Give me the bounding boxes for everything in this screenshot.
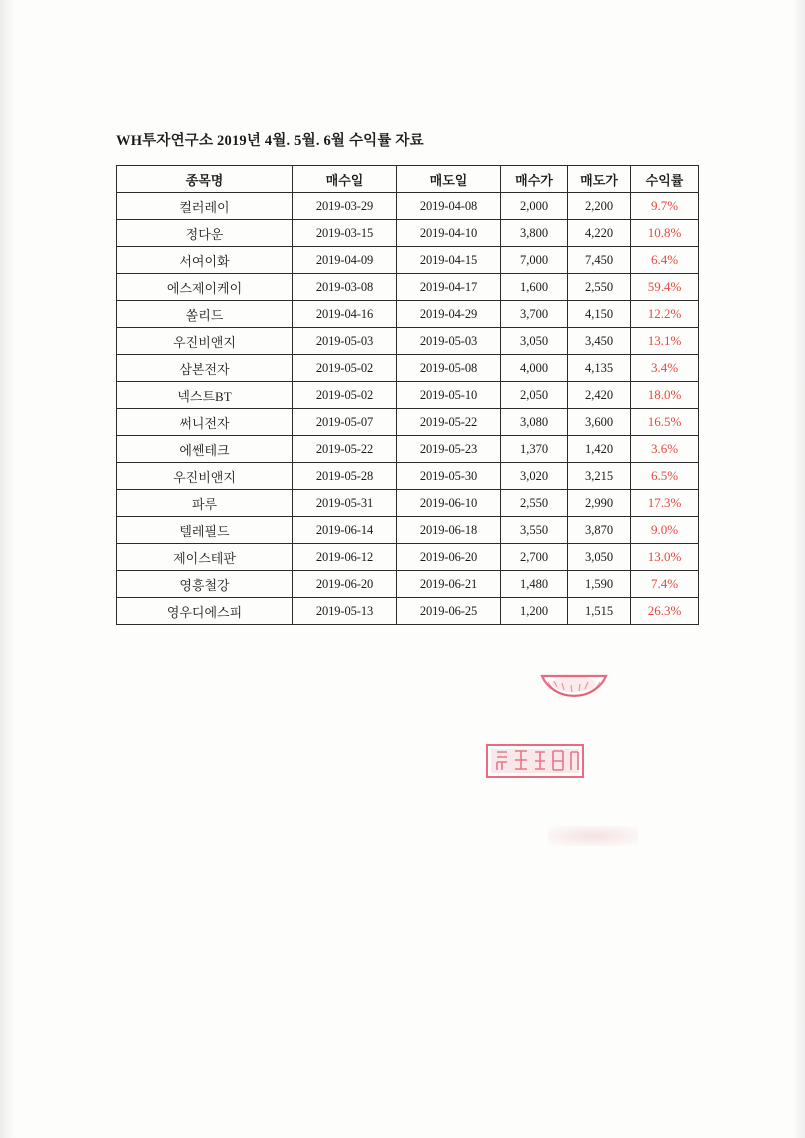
cell-profit-rate: 13.1%: [631, 328, 699, 355]
table-row: [117, 220, 699, 247]
column-header-name: 종목명: [117, 166, 293, 193]
cell-profit-rate: 13.0%: [631, 544, 699, 571]
cell-name: 컬러레이: [117, 193, 293, 220]
cell-sell-date: 2019-04-29: [397, 301, 501, 328]
table-row: [117, 544, 699, 571]
cell-name: 영흥철강: [117, 571, 293, 598]
cell-name: 텔레필드: [117, 517, 293, 544]
cell-buy-date: 2019-05-28: [293, 463, 397, 490]
profit-rate-table: [116, 165, 699, 625]
cell-sell-date: 2019-05-23: [397, 436, 501, 463]
cell-sell-price: 3,450: [568, 328, 631, 355]
cell-buy-date: 2019-06-12: [293, 544, 397, 571]
cell-name: 써니전자: [117, 409, 293, 436]
cell-profit-rate: 12.2%: [631, 301, 699, 328]
cell-name: 넥스트BT: [117, 382, 293, 409]
cell-profit-rate: 18.0%: [631, 382, 699, 409]
cell-buy-date: 2019-05-13: [293, 598, 397, 625]
cell-sell-date: 2019-05-03: [397, 328, 501, 355]
cell-name: 우진비앤지: [117, 328, 293, 355]
table-body: [117, 193, 699, 625]
cell-buy-price: 3,020: [501, 463, 568, 490]
cell-buy-date: 2019-05-02: [293, 382, 397, 409]
cell-sell-price: 2,200: [568, 193, 631, 220]
cell-name: 파루: [117, 490, 293, 517]
cell-sell-price: 7,450: [568, 247, 631, 274]
table-row: [117, 193, 699, 220]
cell-sell-price: 4,220: [568, 220, 631, 247]
cell-sell-price: 3,215: [568, 463, 631, 490]
column-header-buy-price: 매수가: [501, 166, 568, 193]
cell-profit-rate: 59.4%: [631, 274, 699, 301]
table-row: [117, 382, 699, 409]
cell-profit-rate: 17.3%: [631, 490, 699, 517]
red-seal-arc-icon: [540, 672, 608, 712]
column-header-sell-date: 매도일: [397, 166, 501, 193]
cell-name: 에스제이케이: [117, 274, 293, 301]
cell-sell-price: 1,590: [568, 571, 631, 598]
column-header-buy-date: 매수일: [293, 166, 397, 193]
cell-name: 서여이화: [117, 247, 293, 274]
cell-profit-rate: 6.4%: [631, 247, 699, 274]
cell-name: 영우디에스피: [117, 598, 293, 625]
cell-buy-date: 2019-05-02: [293, 355, 397, 382]
cell-buy-price: 3,050: [501, 328, 568, 355]
cell-buy-price: 7,000: [501, 247, 568, 274]
cell-buy-price: 1,600: [501, 274, 568, 301]
cell-buy-price: 3,080: [501, 409, 568, 436]
cell-sell-price: 4,150: [568, 301, 631, 328]
cell-sell-price: 3,600: [568, 409, 631, 436]
cell-sell-price: 4,135: [568, 355, 631, 382]
cell-name: 에쎈테크: [117, 436, 293, 463]
cell-buy-date: 2019-05-03: [293, 328, 397, 355]
cell-profit-rate: 3.4%: [631, 355, 699, 382]
cell-sell-date: 2019-04-08: [397, 193, 501, 220]
table-row: [117, 598, 699, 625]
cell-sell-date: 2019-06-18: [397, 517, 501, 544]
cell-profit-rate: 16.5%: [631, 409, 699, 436]
table-row: [117, 463, 699, 490]
cell-sell-price: 2,550: [568, 274, 631, 301]
cell-sell-date: 2019-05-10: [397, 382, 501, 409]
cell-sell-price: 3,870: [568, 517, 631, 544]
cell-sell-date: 2019-05-30: [397, 463, 501, 490]
cell-buy-date: 2019-04-09: [293, 247, 397, 274]
cell-buy-date: 2019-05-22: [293, 436, 397, 463]
cell-buy-date: 2019-03-15: [293, 220, 397, 247]
table-row: [117, 247, 699, 274]
cell-profit-rate: 10.8%: [631, 220, 699, 247]
table-row: [117, 571, 699, 598]
cell-buy-date: 2019-03-29: [293, 193, 397, 220]
cell-name: 쏠리드: [117, 301, 293, 328]
table-row: [117, 328, 699, 355]
cell-profit-rate: 9.7%: [631, 193, 699, 220]
cell-sell-date: 2019-05-08: [397, 355, 501, 382]
scan-edge-right: [793, 0, 805, 1138]
cell-sell-price: 3,050: [568, 544, 631, 571]
cell-buy-price: 2,700: [501, 544, 568, 571]
cell-buy-date: 2019-03-08: [293, 274, 397, 301]
cell-buy-date: 2019-05-31: [293, 490, 397, 517]
cell-sell-date: 2019-04-15: [397, 247, 501, 274]
table-row: [117, 301, 699, 328]
cell-buy-price: 3,700: [501, 301, 568, 328]
cell-buy-price: 2,550: [501, 490, 568, 517]
cell-sell-date: 2019-04-10: [397, 220, 501, 247]
cell-profit-rate: 3.6%: [631, 436, 699, 463]
scan-smudge: [548, 826, 638, 846]
cell-sell-price: 2,990: [568, 490, 631, 517]
cell-buy-date: 2019-06-20: [293, 571, 397, 598]
cell-sell-date: 2019-06-21: [397, 571, 501, 598]
cell-sell-date: 2019-06-20: [397, 544, 501, 571]
scan-edge-left: [0, 0, 14, 1138]
red-seal-block-icon: [485, 742, 585, 780]
cell-profit-rate: 9.0%: [631, 517, 699, 544]
table-row: [117, 517, 699, 544]
cell-buy-price: 1,370: [501, 436, 568, 463]
column-header-profit-rate: 수익률: [631, 166, 699, 193]
cell-sell-date: 2019-05-22: [397, 409, 501, 436]
column-header-sell-price: 매도가: [568, 166, 631, 193]
table-row: [117, 436, 699, 463]
cell-buy-date: 2019-05-07: [293, 409, 397, 436]
table-row: [117, 409, 699, 436]
cell-buy-price: 4,000: [501, 355, 568, 382]
cell-sell-date: 2019-06-10: [397, 490, 501, 517]
cell-sell-price: 1,420: [568, 436, 631, 463]
table-header-row: [117, 166, 699, 193]
cell-sell-date: 2019-04-17: [397, 274, 501, 301]
cell-buy-date: 2019-06-14: [293, 517, 397, 544]
cell-sell-date: 2019-06-25: [397, 598, 501, 625]
cell-buy-price: 2,000: [501, 193, 568, 220]
cell-sell-price: 1,515: [568, 598, 631, 625]
cell-name: 삼본전자: [117, 355, 293, 382]
cell-buy-price: 3,800: [501, 220, 568, 247]
cell-buy-price: 3,550: [501, 517, 568, 544]
cell-buy-price: 1,200: [501, 598, 568, 625]
cell-name: 우진비앤지: [117, 463, 293, 490]
cell-profit-rate: 26.3%: [631, 598, 699, 625]
cell-buy-date: 2019-04-16: [293, 301, 397, 328]
table-row: [117, 355, 699, 382]
cell-buy-price: 2,050: [501, 382, 568, 409]
cell-profit-rate: 7.4%: [631, 571, 699, 598]
table-row: [117, 274, 699, 301]
cell-profit-rate: 6.5%: [631, 463, 699, 490]
cell-buy-price: 1,480: [501, 571, 568, 598]
page-title: WH투자연구소 2019년 4월. 5월. 6월 수익률 자료: [116, 133, 424, 149]
cell-sell-price: 2,420: [568, 382, 631, 409]
table-row: [117, 490, 699, 517]
cell-name: 정다운: [117, 220, 293, 247]
cell-name: 제이스테판: [117, 544, 293, 571]
